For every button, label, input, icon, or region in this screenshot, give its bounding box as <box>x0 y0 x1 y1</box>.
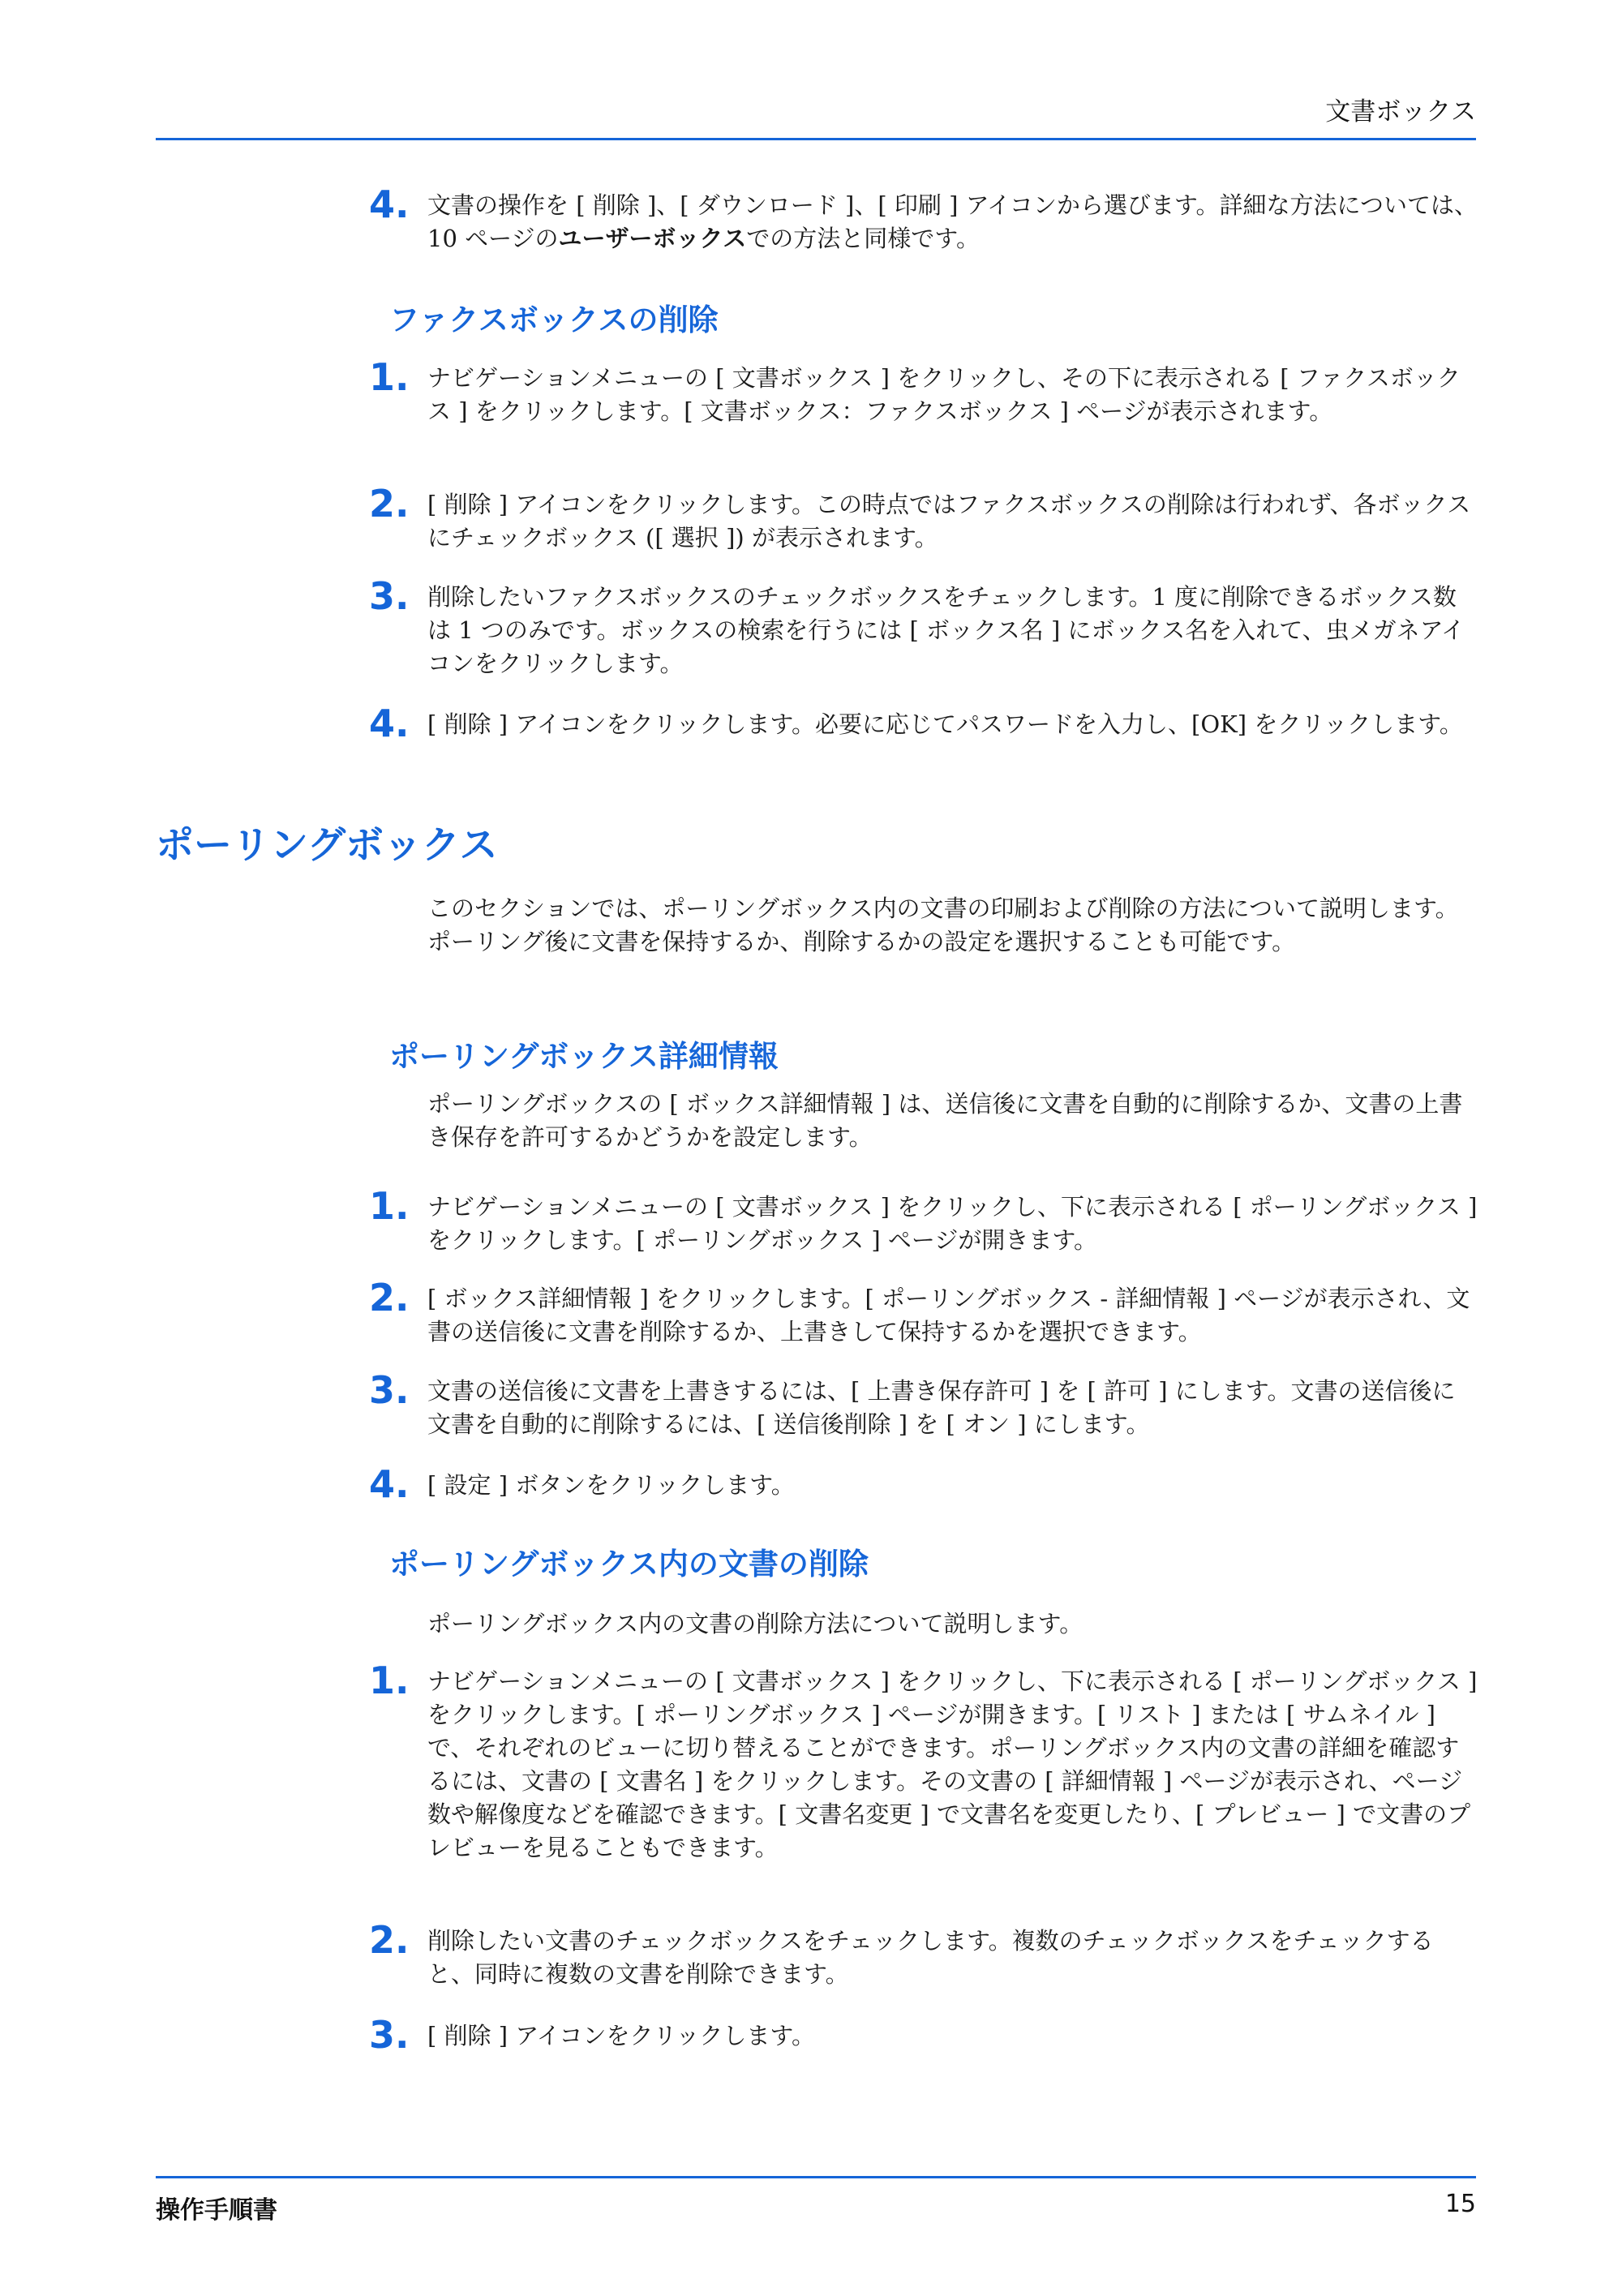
step-number: 2. <box>369 482 410 526</box>
step-text: [ 削除 ] アイコンをクリックします。この時点ではファクスボックスの削除は行われず、各ボックスにチェックボックス ([ 選択 ]) が表示されます。 <box>427 491 1471 551</box>
chapter-heading-polling-box: ポーリングボックス <box>156 823 498 868</box>
step-text-after: での方法と同様です。 <box>746 225 980 252</box>
step-text: 削除したいファクスボックスのチェックボックスをチェックします。1 度に削除できるボックス数は 1 つのみです。ボックスの検索を行うには [ ボックス名 ] にボックス名を入れて、虫メガネアイコンをクリックします。 <box>427 583 1465 677</box>
footer-manual-title: 操作手順書 <box>156 2196 277 2225</box>
step-text: [ 削除 ] アイコンをクリックします。 <box>427 2022 816 2049</box>
step-number: 4. <box>369 702 410 745</box>
step-text <box>427 189 1478 255</box>
section-heading-fax-delete: ファクスボックスの削除 <box>389 303 719 337</box>
step-text: ナビゲーションメニューの [ 文書ボックス ] をクリックし、下に表示される [ ポーリングボックス ] をクリックします。[ ポーリングボックス ] ページが開きます。 <box>427 1193 1478 1254</box>
step-number: 3. <box>369 574 410 618</box>
polling-intro-paragraph: このセクションでは、ポーリングボックス内の文書の印刷および削除の方法について説明します。ポーリング後に文書を保持するか、削除するかの設定を選択することも可能です。 <box>427 895 1459 955</box>
step-text: [ 設定 ] ボタンをクリックします。 <box>427 1471 795 1499</box>
step-text: [ 削除 ] アイコンをクリックします。必要に応じてパスワードを入力し、[OK] をクリックします。 <box>427 710 1463 738</box>
step-number: 1. <box>369 355 410 399</box>
section-heading-polling-delete: ポーリングボックス内の文書の削除 <box>389 1547 869 1581</box>
step-number: 4. <box>369 1462 410 1506</box>
step-number: 1. <box>369 1184 410 1228</box>
page-number: 15 <box>1444 2190 1476 2218</box>
polling-details-intro: ポーリングボックスの [ ボックス詳細情報 ] は、送信後に文書を自動的に削除するか、文書の上書き保存を許可するかどうかを設定します。 <box>427 1090 1463 1151</box>
step-number: 3. <box>369 1368 410 1412</box>
step-number: 2. <box>369 1276 410 1320</box>
section-heading-polling-details: ポーリングボックス詳細情報 <box>389 1039 779 1074</box>
header-rule <box>156 138 1476 140</box>
step-text-before: 文書の操作を [ 削除 ]、[ ダウンロード ]、[ 印刷 ] アイコンから選びます。詳細な方法については、10 ページの <box>427 191 1478 252</box>
step-text: 削除したい文書のチェックボックスをチェックします。複数のチェックボックスをチェックすると、同時に複数の文書を削除できます。 <box>427 1927 1434 1988</box>
step-number: 4. <box>369 182 410 226</box>
step-number: 2. <box>369 1918 410 1962</box>
step-text: [ ボックス詳細情報 ] をクリックします。[ ポーリングボックス - 詳細情報 ] ページが表示され、文書の送信後に文書を削除するか、上書きして保持するかを選択できます。 <box>427 1285 1470 1345</box>
footer-rule <box>156 2176 1476 2178</box>
step-text: ナビゲーションメニューの [ 文書ボックス ] をクリックし、下に表示される [ ポーリングボックス ] をクリックします。[ ポーリングボックス ] ページが開きます。[ リスト ] または [ サムネイル ] で、それぞれのビューに切り替えることができます。ポーリングボックス内の文書の詳細を確認するには、文書の [ 文書名 ] をクリックします。その文書の [ 詳細情報 ] ページが表示され、ページ数や解像度などを確認できます。[ 文書名変更 ] で文書名を変更したり、[ プレビュー ] で文書のプレビューを見ることもできます。 <box>427 1667 1478 1861</box>
running-header: 文書ボックス <box>1325 97 1476 127</box>
step-text: ナビゲーションメニューの [ 文書ボックス ] をクリックし、その下に表示される [ ファクスボックス ] をクリックします。[ 文書ボックス：ファクスボックス ] ページが表示されます。 <box>427 364 1461 425</box>
step-number: 1. <box>369 1659 410 1702</box>
cross-reference-link[interactable]: ユーザーボックス <box>558 225 747 252</box>
polling-delete-intro: ポーリングボックス内の文書の削除方法について説明します。 <box>427 1610 1083 1637</box>
step-text: 文書の送信後に文書を上書きするには、[ 上書き保存許可 ] を [ 許可 ] にします。文書の送信後に文書を自動的に削除するには、[ 送信後削除 ] を [ オン ] にします。 <box>427 1377 1456 1438</box>
step-number: 3. <box>369 2013 410 2057</box>
